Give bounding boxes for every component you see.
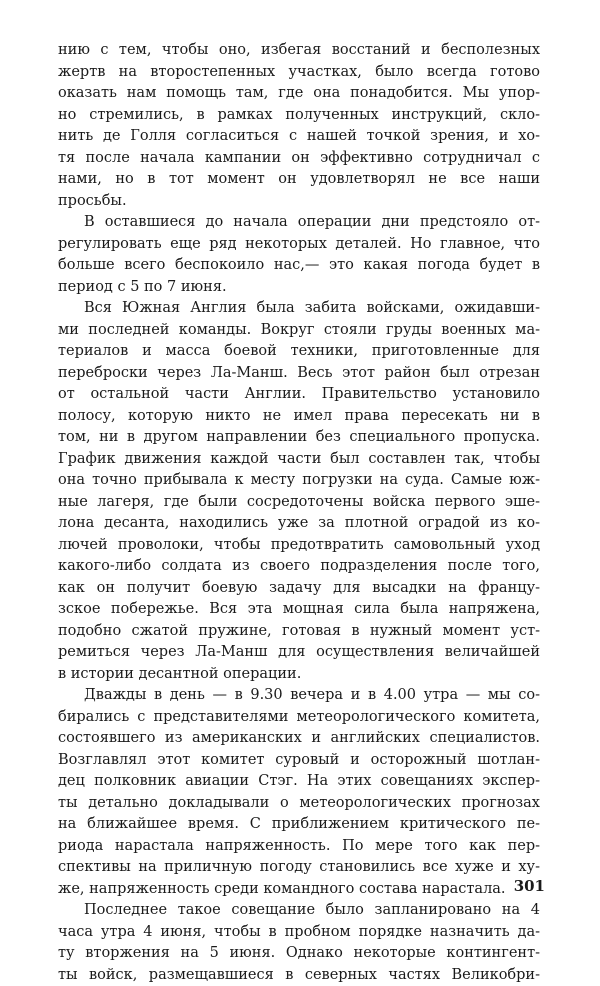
text-line: переброски через Ла-Манш. Весь этот район был отрезан [58,363,540,385]
text-line: лона десанта, находились уже за плотной оградой из ко- [58,513,540,535]
paragraph-1 [58,40,540,212]
text-line: оказать нам помощь там, где она понадобится. Мы упор- [58,83,540,105]
text-line: состоявшего из американских и английских специалистов. [58,728,540,750]
text-line: ты детально докладывали о метеорологических прогнозах [58,793,540,815]
book-page [58,40,540,986]
text-line: в истории десантной операции. [58,664,540,686]
text-line: В оставшиеся до начала операции дни предстояло от- [58,212,540,234]
text-line: жертв на второстепенных участках, было всегда готово [58,62,540,84]
text-line: какого-либо солдата из своего подразделения после того, [58,556,540,578]
text-line: ремиться через Ла-Манш для осуществления величайшей [58,642,540,664]
text-line: дец полковник авиации Стэг. На этих совещаниях экспер- [58,771,540,793]
text-line: но стремились, в рамках полученных инструкций, скло- [58,105,540,127]
paragraph-5 [58,900,540,986]
paragraph-2 [58,212,540,298]
text-line: на ближайшее время. С приближением критического пе- [58,814,540,836]
text-line: подобно сжатой пружине, готовая в нужный момент уст- [58,621,540,643]
text-line: зское побережье. Вся эта мощная сила была напряжена, [58,599,540,621]
text-line: Последнее такое совещание было запланировано на 4 [58,900,540,922]
text-line: нами, но в тот момент он удовлетворял не все наши [58,169,540,191]
text-line: График движения каждой части был составлен так, чтобы [58,449,540,471]
text-line: риода нарастала напряженность. По мере того как пер- [58,836,540,858]
text-line: Возглавлял этот комитет суровый и осторожный шотлан- [58,750,540,772]
text-line: как он получит боевую задачу для высадки на францу- [58,578,540,600]
text-line: бирались с представителями метеорологического комитета, [58,707,540,729]
text-line: регулировать еще ряд некоторых деталей. Но главное, что [58,234,540,256]
text-line: полосу, которую никто не имел права пересекать ни в [58,406,540,428]
text-line: тя после начала кампании он эффективно сотрудничал с [58,148,540,170]
text-line: ту вторжения на 5 июня. Однако некоторые контингент- [58,943,540,965]
text-line: больше всего беспокоило нас,— это какая погода будет в [58,255,540,277]
text-line: просьбы. [58,191,540,213]
text-line: лючей проволоки, чтобы предотвратить самовольный уход [58,535,540,557]
text-line: териалов и масса боевой техники, приготовленные для [58,341,540,363]
text-line: спективы на приличную погоду становились все хуже и ху- [58,857,540,879]
text-line: нию с тем, чтобы оно, избегая восстаний и бесполезных [58,40,540,62]
text-line: период с 5 по 7 июня. [58,277,540,299]
text-line: ные лагеря, где были сосредоточены войска первого эше- [58,492,540,514]
text-line: ты войск, размещавшиеся в северных частях Великобри- [58,965,540,986]
text-line: ми последней команды. Вокруг стояли груды военных ма- [58,320,540,342]
text-line: она точно прибывала к месту погрузки на суда. Самые юж- [58,470,540,492]
paragraph-3 [58,298,540,685]
text-line: нить де Голля согласиться с нашей точкой зрения, и хо- [58,126,540,148]
paragraph-4 [58,685,540,900]
text-line: Дважды в день — в 9.30 вечера и в 4.00 утра — мы со- [58,685,540,707]
text-line: от остальной части Англии. Правительство установило [58,384,540,406]
text-line: часа утра 4 июня, чтобы в пробном порядке назначить да- [58,922,540,944]
text-line: Вся Южная Англия была забита войсками, ожидавши- [58,298,540,320]
text-line: же, напряженность среди командного состава нарастала. [58,879,540,901]
page-number: 301 [505,876,545,896]
text-line: том, ни в другом направлении без специального пропуска. [58,427,540,449]
